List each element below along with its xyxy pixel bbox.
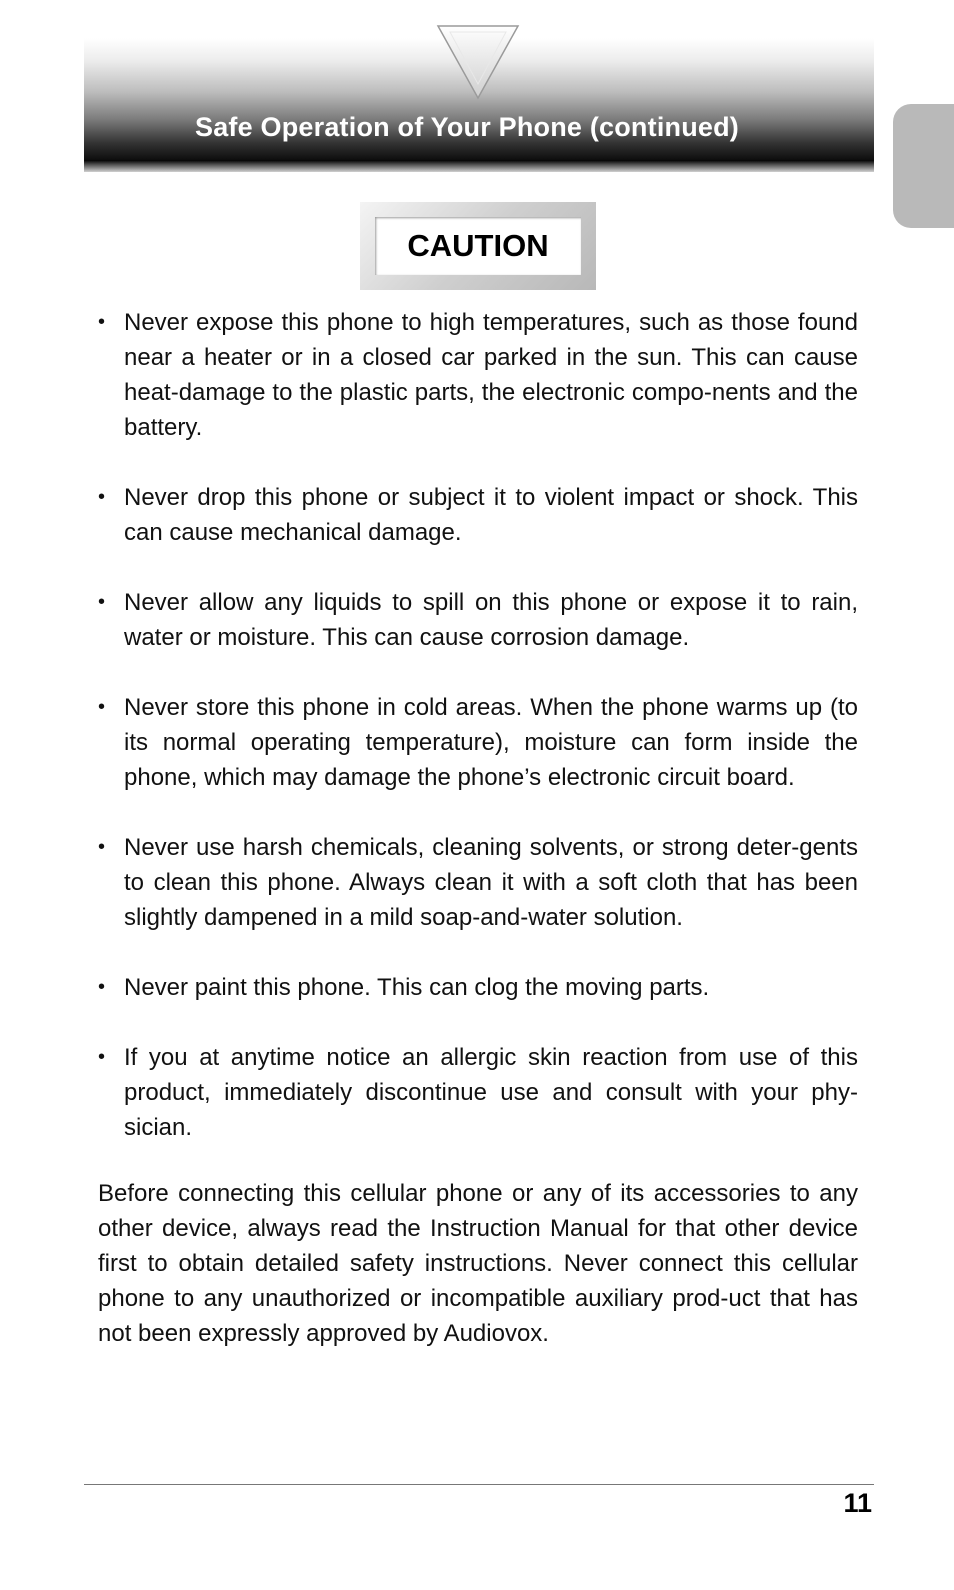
caution-list [98, 305, 858, 1180]
bullet-marker: • [98, 976, 106, 998]
list-item [98, 585, 858, 655]
bullet-marker: • [98, 486, 106, 508]
list-item-text: Never drop this phone or subject it to violent impact or shock. This can cause mechanical damage. [124, 484, 858, 546]
list-item-text: Never expose this phone to high temperatures, such as those found near a heater or in a closed car parked in the sun. This can cause heat-damage to the plastic parts, the electronic compo-nents and the battery. [124, 309, 858, 441]
bullet-marker: • [98, 836, 106, 858]
list-item-text: Never use harsh chemicals, cleaning solvents, or strong deter-gents to clean this phone. Always clean it with a soft cloth that has been slightly dampened in a mild soap-and-water solution. [124, 834, 858, 931]
list-item [98, 305, 858, 445]
caution-label: CAUTION [375, 217, 581, 275]
list-item [98, 1040, 858, 1145]
header-shadow [84, 160, 874, 172]
footer-divider [84, 1484, 874, 1485]
list-item-text: Never allow any liquids to spill on this phone or expose it to rain, water or moisture. This can cause corrosion damage. [124, 589, 858, 651]
page-number: 11 [843, 1488, 872, 1518]
bullet-marker: • [98, 696, 106, 718]
list-item [98, 690, 858, 795]
closing-paragraph: Before connecting this cellular phone or any of its accessories to any other device, always read the Instruction Manual for that other device first to obtain detailed safety instructions. Never connect this cellular phone to any unauthorized or incompatible auxiliary prod-uct that has not been expressly approved by Audiovox. [98, 1180, 858, 1347]
down-arrow-icon [436, 24, 520, 100]
list-item-text: If you at anytime notice an allergic skin reaction from use of this product, immediately discontinue use and consult with your phy-sician. [124, 1044, 858, 1141]
list-item-text: Never paint this phone. This can clog the moving parts. [124, 974, 710, 1001]
list-item [98, 480, 858, 550]
list-item-text: Never store this phone in cold areas. When the phone warms up (to its normal operating temperature), moisture can form inside the phone, which may damage the phone’s electronic circuit board. [124, 694, 858, 791]
bullet-marker: • [98, 311, 106, 333]
section-title: Safe Operation of Your Phone (continued) [194, 112, 740, 142]
list-item [98, 970, 858, 1005]
bullet-marker: • [98, 591, 106, 613]
side-tab [893, 104, 954, 228]
list-item [98, 830, 858, 935]
bullet-marker: • [98, 1046, 106, 1068]
caution-box [360, 202, 596, 290]
